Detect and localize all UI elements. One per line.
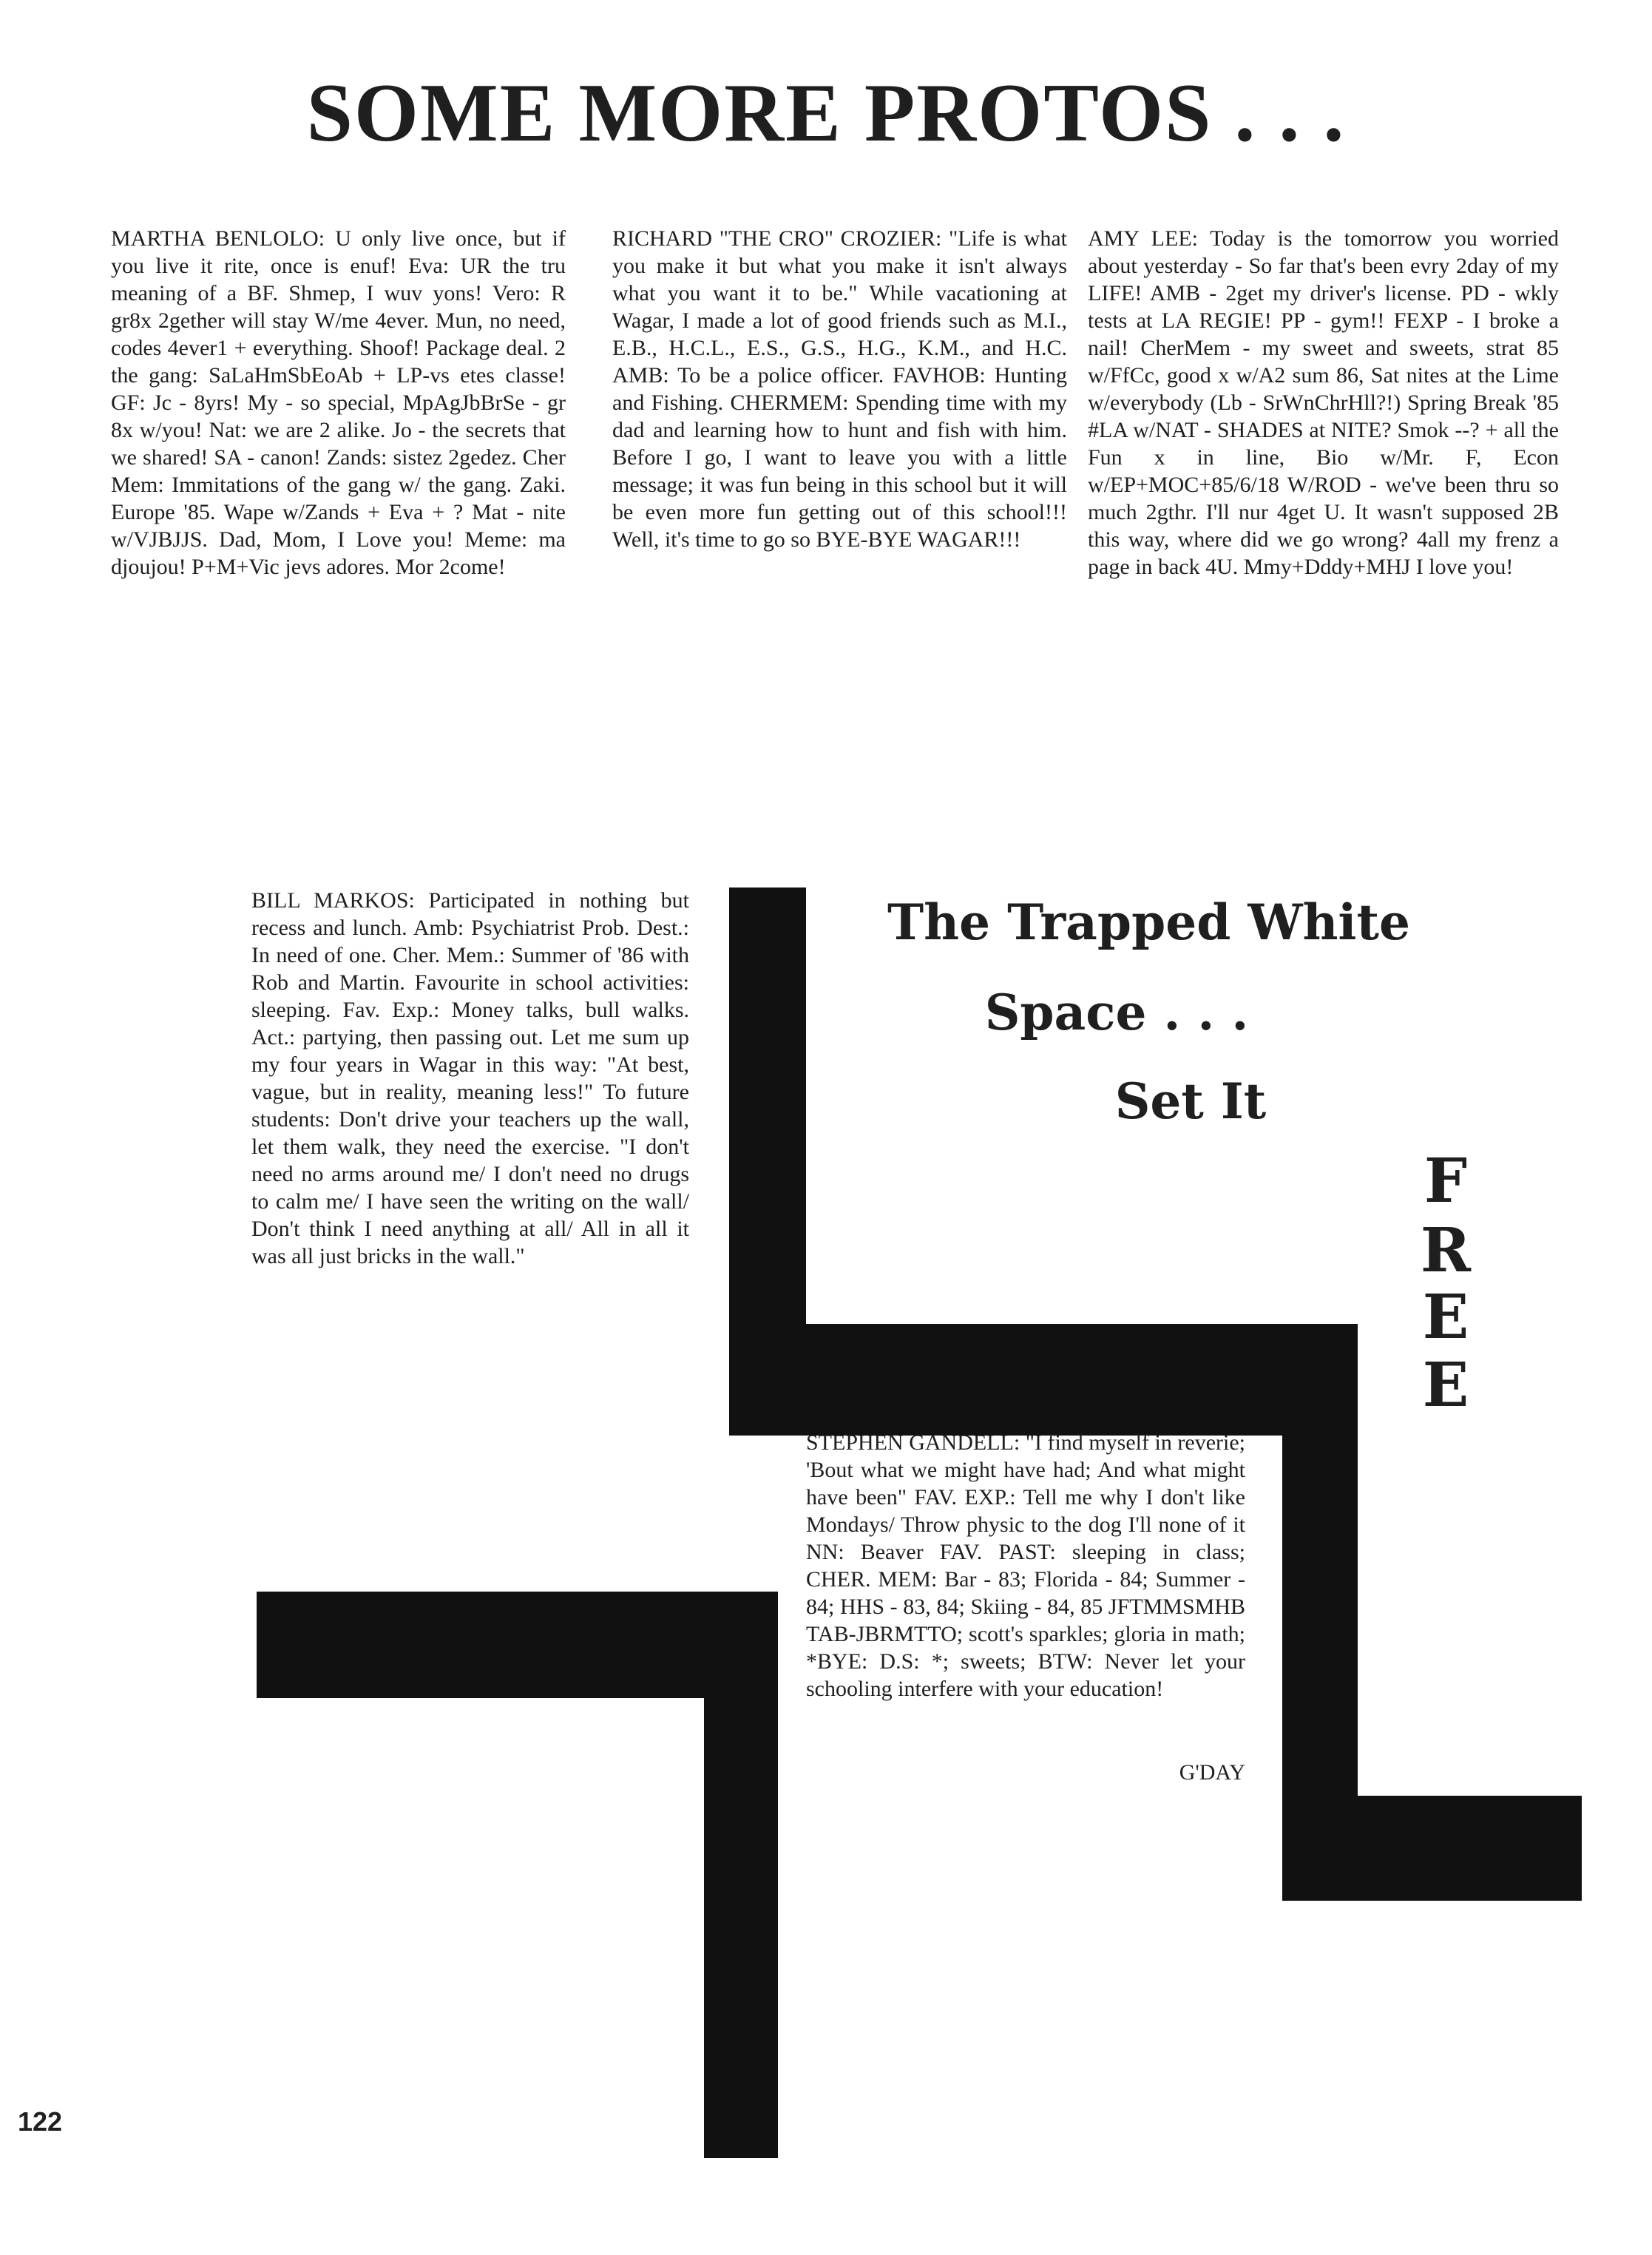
- bar-lower-vertical: [704, 1592, 778, 2158]
- free-letter-r: R: [1420, 1215, 1472, 1286]
- entry-richard-crozier: RICHARD "THE CRO" CROZIER: "Life is what you make it but what you make it isn't always what you want it to be." While vacationing at Wagar, I made a lot of good friends such as M.I., E.B., H.C.L., E.S., G.S., H.G., K.M., and H.C. AMB: To be a police officer. FAVHOB: Hunting and Fishing. CHERMEM: Spending time with my dad and learning how to hunt and fish with him. Before I go, I want to leave you with a little message; it was fun being in this school but it will be even more fun getting out of this school!!! Well, it's time to go so BYE-BYE WAGAR!!!: [612, 226, 1067, 552]
- free-letter-f: F: [1424, 1146, 1468, 1217]
- page-title: SOME MORE PROTOS . . .: [306, 67, 1346, 159]
- bar-upper-horizontal: [729, 1324, 1285, 1436]
- entry-amy-lee: AMY LEE: Today is the tomorrow you worried about yesterday - So far that's been evry 2day of my LIFE! AMB - 2get my driver's license. PD - wkly tests at LA REGIE! PP - gym!! FEXP - I broke a nail! CherMem - my sweet and sweets, strat 85 w/FfCc, good x w/A2 sum 86, Sat nites at the Lime w/everybody (Lb - SrWnChrHll?!) Spring Break '85 #LA w/NAT - SHADES at NITE? Smok --? + all the Fun x in line, Bio w/Mr. F, Econ w/EP+MOC+85/6/18 W/ROD - we've been thru so much 2gthr. I'll nur 4get U. It wasn't supposed 2B this way, where did we go wrong? 4all my frenz a page in back 4U. Mmy+Dddy+MHJ I love you!: [1088, 226, 1559, 579]
- feature-headline-line3: Set It: [1114, 1072, 1267, 1130]
- entry-stephen-signoff: G'DAY: [1179, 1760, 1245, 1785]
- free-letter-e1: E: [1422, 1282, 1469, 1353]
- bar-lower-horizontal: [257, 1592, 778, 1698]
- entry-stephen-gandell: STEPHEN GANDELL: "I find myself in reverie; 'Bout what we might have had; And what might have been" FAV. EXP.: Tell me why I don't like Mondays/ Throw physic to the dog I'll none of it NN: Beaver FAV. PAST: sleeping in class; CHER. MEM: Bar - 83; Florida - 84; Summer - 84; HHS - 83, 84; Skiing - 84, 85 JFTMMSMHB TAB-JBRMTTO; scott's sparkles; gloria in math; *BYE: D.S: *; sweets; BTW: Never let your schooling interfere with your education!: [806, 1430, 1245, 1701]
- feature-headline-line1: The Trapped White: [887, 893, 1410, 951]
- entry-bill-markos: BILL MARKOS: Participated in nothing but recess and lunch. Amb: Psychiatrist Prob. Dest.: In need of one. Cher. Mem.: Summer of '86 with Rob and Martin. Favourite in school activities: sleeping. Fav. Exp.: Money talks, bull walks. Act.: partying, then passing out. Let me sum up my four years in Wagar in this way: "At best, vague, but in reality, meaning less!" To future students: Don't drive your teachers up the wall, let them walk, they need the exercise. "I don't need no arms around me/ I don't need no drugs to calm me/ I have seen the writing on the wall/ Don't think I need anything at all/ All in all it was all just bricks in the wall.": [251, 888, 689, 1268]
- page-number: 122: [18, 2106, 63, 2137]
- entry-martha-benlolo: MARTHA BENLOLO: U only live once, but if you live it rite, once is enuf! Eva: UR the tru meaning of a BF. Shmep, I wuv yons! Vero: R gr8x 2gether will stay W/me 4ever. Mun, no need, codes 4ever1 + everything. Shoof! Package deal. 2 the gang: SaLaHmSbEoAb + LP-vs etes classe! GF: Jc - 8yrs! My - so special, MpAgJbBrSe - gr 8x w/you! Nat: we are 2 alike. Jo - the secrets that we shared! SA - canon! Zands: sistez 2gedez. Cher Mem: Immitations of the gang w/ the gang. Zaki. Europe '85. Wape w/Zands + Eva + ? Mat - nite w/VJBJJS. Dad, Mom, I Love you! Meme: ma djoujou! P+M+Vic jevs adores. Mor 2come!: [111, 226, 566, 579]
- bar-right-horizontal: [1282, 1796, 1582, 1901]
- feature-headline-line2: Space . . .: [984, 984, 1249, 1041]
- free-letter-e2: E: [1422, 1350, 1469, 1421]
